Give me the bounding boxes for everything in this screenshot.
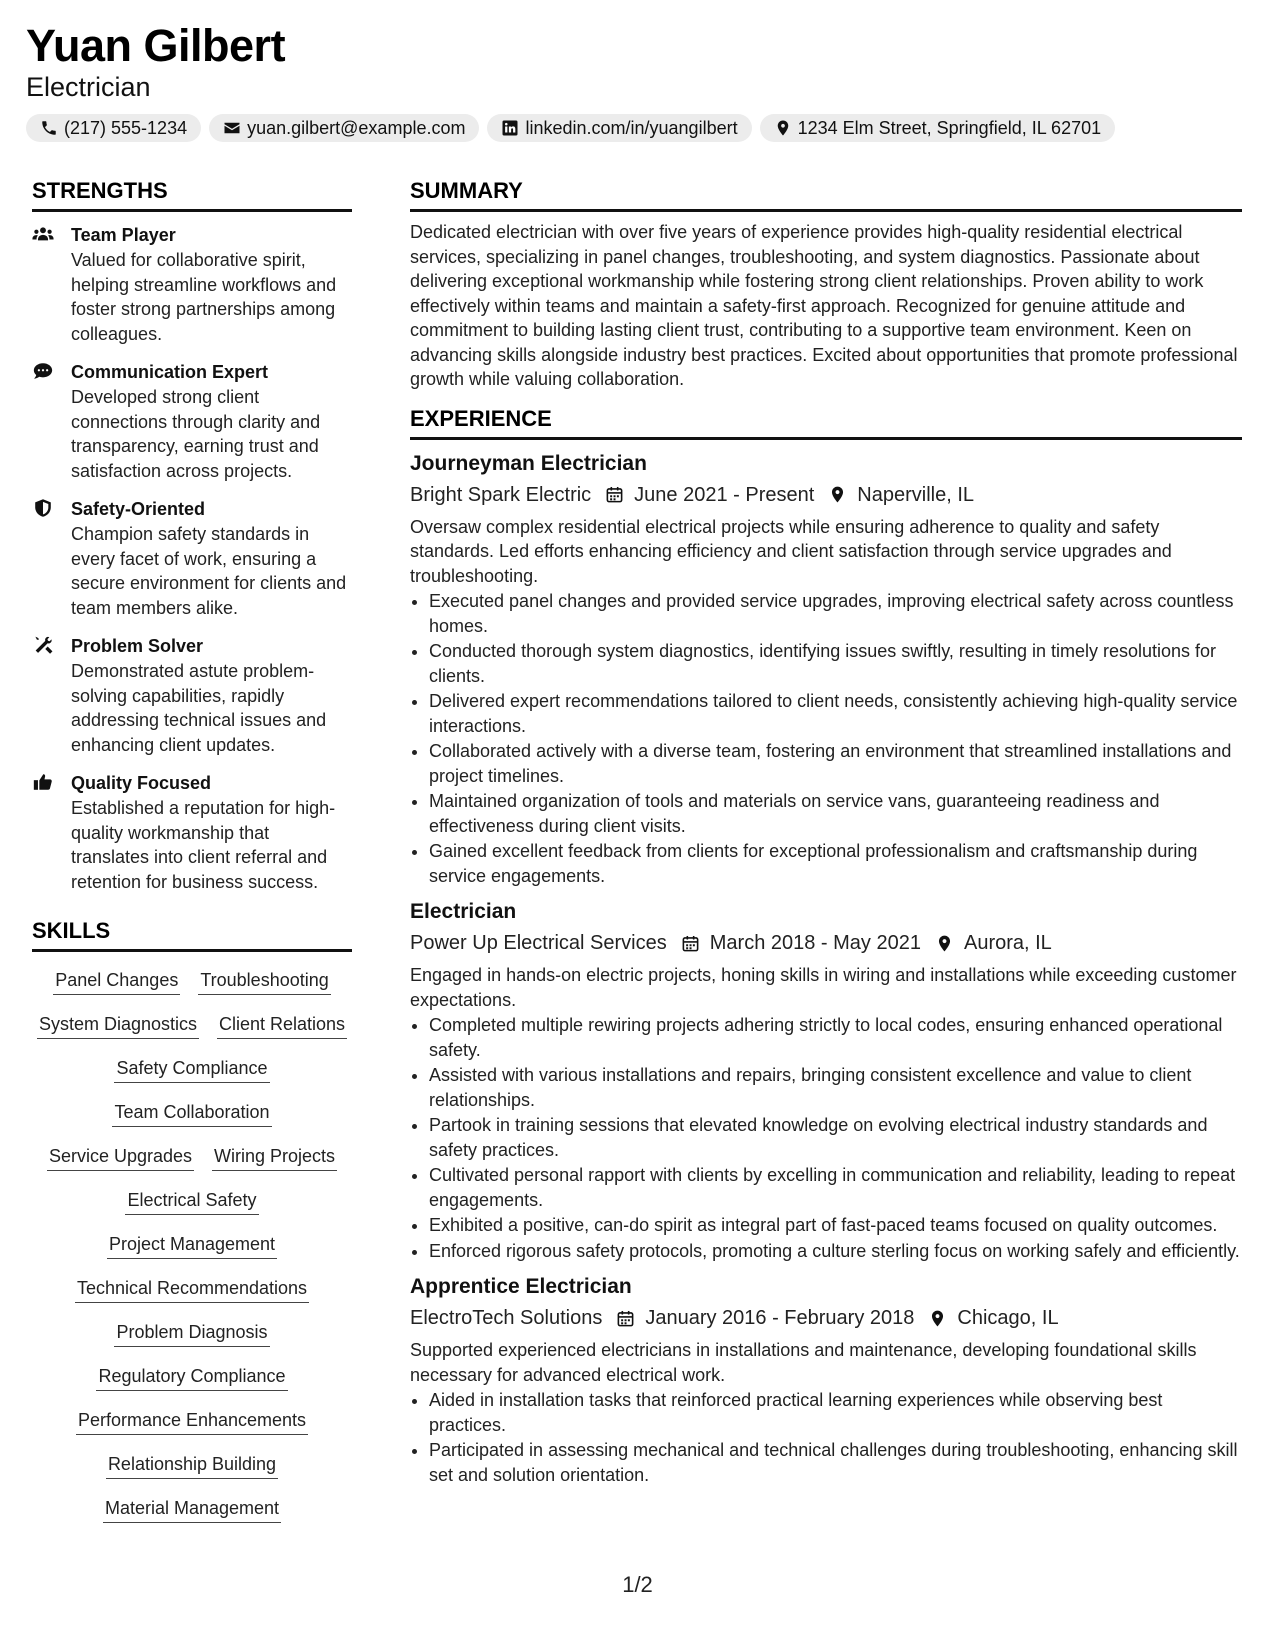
skills-list	[32, 966, 352, 1542]
job-company: Bright Spark Electric	[410, 483, 592, 506]
job-description: Engaged in hands-on electric projects, honing skills in wiring and installations while exceeding customer expectations.	[410, 965, 1237, 1010]
job-title: Apprentice Electrician	[410, 1275, 632, 1298]
job-title: Electrician	[410, 900, 517, 923]
contact-bar	[26, 114, 1115, 142]
job-bullet: • Completed multiple rewiring projects adhering strictly to local codes, ensuring enhanced operational safety.	[429, 1013, 1242, 1062]
skill-tag: Project Management	[107, 1232, 277, 1259]
strength-title: Team Player	[71, 225, 176, 245]
job-meta	[410, 929, 1242, 957]
job-bullet: • Assisted with various installations and repairs, bringing consistent excellence and value to client relationships.	[429, 1063, 1242, 1112]
job-bullet: • Collaborated actively with a diverse team, fostering an environment that streamlined installations and project timelines.	[429, 739, 1242, 788]
job-bullet: • Executed panel changes and provided service upgrades, improving electrical safety across countless homes.	[429, 589, 1242, 638]
job-bullets	[410, 1013, 1242, 1263]
job-bullet: • Enforced rigorous safety protocols, promoting a culture sterling focus on working safely and efficiently.	[429, 1239, 1242, 1264]
calendar-icon	[605, 485, 624, 504]
strength-title: Communication Expert	[71, 362, 269, 382]
job-bullet: • Aided in installation tasks that reinforced practical learning experiences while observing best practices.	[429, 1388, 1242, 1437]
shield-icon	[32, 498, 54, 518]
skill-tag: Troubleshooting	[198, 968, 330, 995]
strengths-heading: STRENGTHS	[32, 178, 352, 212]
job-location: Aurora, IL	[963, 932, 1052, 954]
skill-tag: Safety Compliance	[114, 1056, 269, 1083]
strength-desc: Valued for collaborative spirit, helping streamline workflows and foster strong partnerships among colleagues.	[71, 250, 337, 344]
strength-item	[32, 633, 352, 757]
job-company: ElectroTech Solutions	[410, 1307, 603, 1329]
skill-tag: Electrical Safety	[125, 1188, 258, 1215]
skill-tag: Team Collaboration	[112, 1100, 271, 1127]
strength-desc: Demonstrated astute problem-solving capabilities, rapidly addressing technical issues and enhancing client updates.	[71, 661, 327, 755]
calendar-icon	[616, 1309, 635, 1328]
experience-list	[410, 450, 1242, 1488]
strength-desc: Champion safety standards in every facet of work, ensuring a secure environment for clients and team members alike.	[71, 524, 347, 618]
skill-tag: Service Upgrades	[47, 1144, 194, 1171]
contact-phone[interactable]	[26, 114, 201, 142]
strength-title: Quality Focused	[71, 773, 212, 793]
map-pin-icon	[928, 1309, 947, 1328]
contact-phone-text: (217) 555-1234	[64, 117, 188, 138]
calendar-icon	[681, 934, 700, 953]
job-location: Chicago, IL	[957, 1307, 1059, 1329]
candidate-name: Yuan Gilbert	[26, 20, 286, 71]
job-title: Journeyman Electrician	[410, 451, 647, 475]
thumbs-up-icon	[32, 772, 54, 792]
candidate-role: Electrician	[26, 72, 151, 102]
job-dates: January 2016 - February 2018	[645, 1307, 915, 1329]
job-bullet: • Maintained organization of tools and materials on service vans, guaranteeing readiness and effectiveness during client visits.	[429, 789, 1242, 838]
skill-tag: Relationship Building	[106, 1452, 278, 1479]
page-number: 1/2	[622, 1572, 653, 1597]
map-pin-icon	[935, 934, 954, 953]
job-bullet: • Exhibited a positive, can-do spirit as integral part of fast-paced teams focused on quality outcomes.	[429, 1213, 1242, 1238]
job-bullets	[410, 589, 1242, 888]
strength-item	[32, 496, 352, 620]
strength-title: Safety-Oriented	[71, 499, 206, 519]
summary-heading: SUMMARY	[410, 178, 1242, 212]
job-entry	[410, 1273, 1242, 1487]
right-column	[410, 178, 1242, 1497]
job-bullet: • Conducted thorough system diagnostics, identifying issues swiftly, resulting in timely resolutions for clients.	[429, 639, 1242, 688]
job-entry	[410, 898, 1242, 1263]
job-dates: June 2021 - Present	[634, 483, 815, 506]
comment-icon	[32, 361, 54, 381]
map-pin-icon	[828, 485, 847, 504]
strength-desc: Developed strong client connections through clarity and transparency, earning trust and satisfaction across projects.	[71, 387, 321, 481]
job-bullet: • Delivered expert recommendations tailored to client needs, consistently achieving high-quality service interactions.	[429, 689, 1242, 738]
contact-linkedin[interactable]	[487, 114, 751, 142]
job-dates: March 2018 - May 2021	[709, 932, 921, 954]
job-bullet: • Cultivated personal rapport with clients by excelling in communication and reliability, leading to repeat engagements.	[429, 1163, 1242, 1212]
skill-tag: Wiring Projects	[212, 1144, 337, 1171]
contact-address	[760, 114, 1116, 142]
left-column	[32, 178, 352, 1542]
strength-title: Problem Solver	[71, 636, 204, 656]
skills-heading: SKILLS	[32, 918, 352, 952]
summary-text: Dedicated electrician with over five years of experience provides high-quality residential electrical services, specializing in panel changes, troubleshooting, and system diagnostics. Passionate about delivering exceptional workmanship while fostering strong client relationships. Proven ability to work effectively within teams and maintain a safety-first approach. Recognized for genuine attitude and commitment to building lasting client trust, contributing to a supportive team environment. Keen on advancing skills alongside industry best practices. Excited about opportunities that promote professional growth while valuing collaboration.	[410, 222, 1238, 389]
skill-tag: Panel Changes	[53, 968, 180, 995]
strength-desc: Established a reputation for high-quality workmanship that translates into client referral and retention for business success.	[71, 798, 336, 892]
strength-item	[32, 222, 352, 346]
skill-tag: Material Management	[103, 1496, 281, 1523]
job-bullets	[410, 1388, 1242, 1487]
strength-item	[32, 770, 352, 894]
skill-tag: Client Relations	[217, 1012, 347, 1039]
skill-tag: Performance Enhancements	[76, 1408, 308, 1435]
linkedin-icon	[501, 119, 519, 137]
job-company: Power Up Electrical Services	[410, 932, 667, 954]
job-bullet: • Participated in assessing mechanical and technical challenges during troubleshooting, enhancing skill set and solution orientation.	[429, 1438, 1242, 1487]
users-icon	[32, 224, 54, 244]
job-description: Supported experienced electricians in installations and maintenance, developing foundational skills necessary for advanced electrical work.	[410, 1340, 1197, 1385]
job-description: Oversaw complex residential electrical projects while ensuring adherence to quality and safety standards. Led efforts enhancing efficiency and client satisfaction through service upgrades and troubleshooting.	[410, 516, 1172, 586]
contact-linkedin-text: linkedin.com/in/yuangilbert	[525, 117, 738, 138]
contact-email-text: yuan.gilbert@example.com	[247, 117, 466, 138]
strength-item	[32, 359, 352, 483]
envelope-icon	[223, 119, 241, 137]
skill-tag: Technical Recommendations	[75, 1276, 309, 1303]
map-pin-icon	[774, 119, 792, 137]
job-meta	[410, 1304, 1242, 1332]
phone-icon	[40, 119, 58, 137]
job-bullet: • Partook in training sessions that elevated knowledge on evolving electrical industry standards and safety practices.	[429, 1113, 1242, 1162]
job-entry	[410, 450, 1242, 889]
skill-tag: System Diagnostics	[37, 1012, 199, 1039]
experience-heading: EXPERIENCE	[410, 406, 1242, 440]
tools-icon	[32, 635, 54, 655]
contact-email[interactable]	[209, 114, 479, 142]
job-bullet: • Gained excellent feedback from clients for exceptional professionalism and craftsmanship during service engagements.	[429, 839, 1242, 888]
skill-tag: Problem Diagnosis	[114, 1320, 269, 1347]
job-meta	[410, 481, 1242, 509]
job-location: Naperville, IL	[857, 483, 975, 506]
contact-address-text: 1234 Elm Street, Springfield, IL 62701	[797, 117, 1102, 138]
skill-tag: Regulatory Compliance	[96, 1364, 287, 1391]
